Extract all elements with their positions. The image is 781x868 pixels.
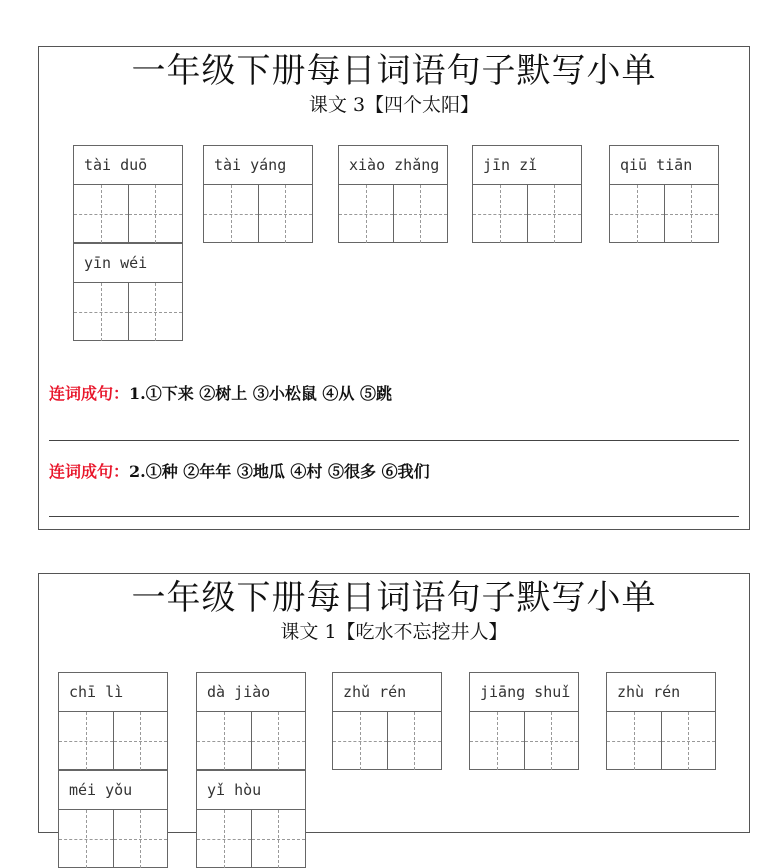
pinyin-label: yīn wéi — [74, 244, 182, 283]
word-box — [58, 770, 168, 868]
word-box — [196, 672, 306, 770]
worksheet-1 — [38, 46, 750, 530]
pinyin-label: chī lì — [59, 673, 167, 712]
sentence-words: 1.①下来 ②树上 ③小松鼠 ④从 ⑤跳 — [129, 384, 393, 403]
writing-cell[interactable] — [387, 712, 442, 770]
writing-cell[interactable] — [527, 185, 582, 243]
writing-cell[interactable] — [128, 283, 183, 341]
sentence-exercise-2 — [49, 459, 430, 482]
word-box — [332, 672, 442, 770]
writing-cell[interactable] — [661, 712, 716, 770]
writing-cell[interactable] — [197, 810, 251, 868]
pinyin-label: xiào zhǎng — [339, 146, 447, 185]
word-box — [58, 672, 168, 770]
pinyin-label: tài yáng — [204, 146, 312, 185]
writing-cell[interactable] — [664, 185, 719, 243]
answer-line[interactable] — [49, 516, 739, 517]
word-box — [73, 243, 183, 341]
pinyin-label: méi yǒu — [59, 771, 167, 810]
lesson-subtitle: 课文 3【四个太阳】 — [308, 94, 480, 116]
sentence-label: 连词成句： — [49, 462, 130, 481]
writing-cell[interactable] — [59, 810, 113, 868]
writing-cell[interactable] — [393, 185, 448, 243]
pinyin-label: yǐ hòu — [197, 771, 305, 810]
writing-cell[interactable] — [204, 185, 258, 243]
writing-cell[interactable] — [197, 712, 251, 770]
pinyin-label: tài duō — [74, 146, 182, 185]
writing-cell[interactable] — [251, 712, 306, 770]
writing-cell[interactable] — [128, 185, 183, 243]
writing-cell[interactable] — [59, 712, 113, 770]
word-box — [203, 145, 313, 243]
word-box — [338, 145, 448, 243]
sentence-exercise-1 — [49, 381, 392, 404]
word-box — [196, 770, 306, 868]
writing-cell[interactable] — [473, 185, 527, 243]
pinyin-label: zhù rén — [607, 673, 715, 712]
writing-cell[interactable] — [524, 712, 579, 770]
worksheet-title: 一年级下册每日词语句子默写小单 — [131, 51, 657, 91]
pinyin-label: jīn zǐ — [473, 146, 581, 185]
writing-cell[interactable] — [610, 185, 664, 243]
answer-line[interactable] — [49, 440, 739, 441]
pinyin-label: zhǔ rén — [333, 673, 441, 712]
writing-cell[interactable] — [339, 185, 393, 243]
word-box — [609, 145, 719, 243]
writing-cell[interactable] — [470, 712, 524, 770]
writing-cell[interactable] — [113, 810, 168, 868]
worksheet-title: 一年级下册每日词语句子默写小单 — [131, 578, 657, 618]
writing-cell[interactable] — [333, 712, 387, 770]
worksheet-2 — [38, 573, 750, 833]
writing-cell[interactable] — [258, 185, 313, 243]
word-box — [469, 672, 579, 770]
pinyin-label: dà jiào — [197, 673, 305, 712]
writing-cell[interactable] — [251, 810, 306, 868]
writing-cell[interactable] — [74, 283, 128, 341]
word-box — [73, 145, 183, 243]
sentence-label: 连词成句： — [49, 384, 130, 403]
pinyin-label: qiū tiān — [610, 146, 718, 185]
writing-cell[interactable] — [113, 712, 168, 770]
word-box — [606, 672, 716, 770]
sentence-words: 2.①种 ②年年 ③地瓜 ④村 ⑤很多 ⑥我们 — [129, 462, 430, 481]
writing-cell[interactable] — [607, 712, 661, 770]
pinyin-label: jiāng shuǐ — [470, 673, 578, 712]
word-box — [472, 145, 582, 243]
lesson-subtitle: 课文 1【吃水不忘挖井人】 — [280, 621, 508, 643]
writing-cell[interactable] — [74, 185, 128, 243]
